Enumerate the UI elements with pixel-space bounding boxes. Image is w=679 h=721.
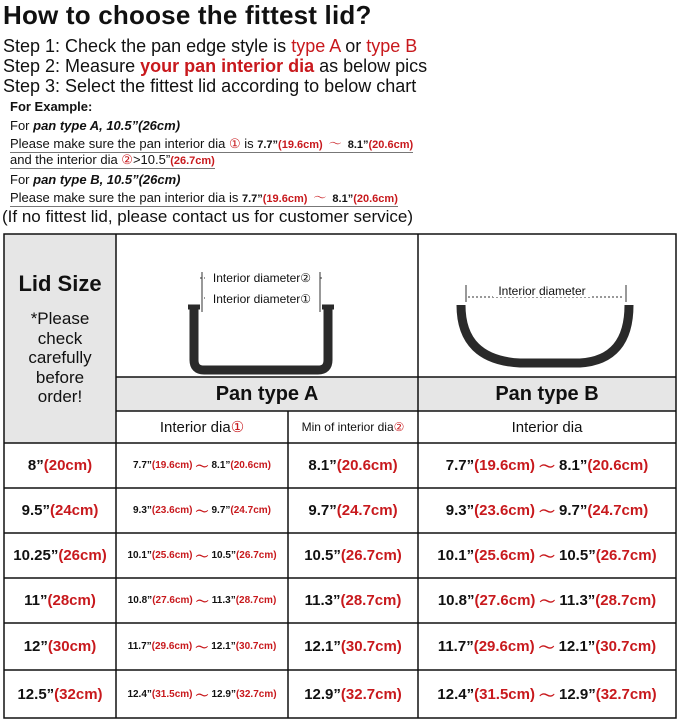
b-v2-cm: (30.7cm) (595, 638, 657, 655)
lid-size-cm: (32cm) (54, 685, 103, 703)
tilde-icon: ～ (195, 640, 209, 655)
lid-size-inch: 12” (23, 638, 48, 655)
lid-size-cell (4, 578, 116, 623)
lid-size-inch: 11” (24, 592, 48, 609)
a1-v1-cm: (29.6cm) (151, 641, 193, 652)
circle-1-icon: ① (230, 419, 245, 436)
tilde-icon: ～ (538, 459, 555, 476)
b-v1: 12.4” (437, 685, 475, 703)
example-b-v1r: (19.6cm) (262, 193, 308, 205)
example-a-line1-pre: Please make sure the pan interior dia (10, 136, 229, 151)
example-heading: For Example: (10, 99, 93, 114)
interior-dia-a-cell (116, 533, 288, 578)
a1-v1: 10.1” (127, 550, 152, 561)
circle-2-icon: ② (121, 152, 133, 167)
a1-v2-cm: (32.7cm) (235, 688, 277, 700)
b-v2: 11.3” (559, 592, 596, 609)
a2-v: 12.1” (304, 638, 341, 655)
lid-size-cm: (28cm) (47, 592, 96, 609)
b-v2-cm: (26.7cm) (595, 547, 657, 564)
tilde-icon: ～ (539, 594, 556, 611)
check-note (4, 309, 116, 407)
a1-v2-cm: (28.7cm) (235, 595, 277, 606)
b-v1-cm: (19.6cm) (474, 457, 535, 474)
b-v2: 12.1” (558, 638, 596, 655)
example-a-v1r: (19.6cm) (278, 139, 323, 151)
step-3: Step 3: Select the fittest lid according to below chart (3, 76, 417, 96)
a2-v: 11.3” (304, 592, 341, 609)
step-2-text: Step 2: Measure (3, 56, 141, 76)
tilde-icon: ～ (538, 640, 555, 657)
step-1-text: Step 1: Check the pan edge style is (3, 36, 292, 56)
min-interior-dia-cell (288, 443, 418, 488)
example-a-v2: 8.1” (347, 139, 369, 151)
tilde-icon: ～ (313, 190, 327, 205)
example-a-line2-pre: and the interior dia (10, 152, 122, 167)
check-note-line: before (35, 367, 85, 387)
tilde-icon: ～ (538, 504, 555, 521)
example-a-gt-r: (26.7cm) (170, 155, 215, 167)
b-v2-cm: (20.6cm) (587, 457, 649, 474)
a2-v: 9.7” (308, 502, 337, 519)
type-b-text: type B (366, 36, 418, 56)
example-a-v2r: (20.6cm) (368, 139, 414, 151)
b-v2-cm: (28.7cm) (595, 592, 657, 609)
lid-size-cell (4, 670, 116, 718)
pan-type-b-header: Pan type B (495, 382, 599, 405)
a1-v2-cm: (26.7cm) (235, 550, 277, 561)
step-1-or: or (340, 36, 367, 56)
step-2-tail: as below pics (314, 56, 428, 76)
b-v2-cm: (32.7cm) (595, 685, 657, 703)
a1-v2-cm: (20.6cm) (230, 460, 271, 471)
lid-size-inch: 9.5” (21, 502, 50, 519)
a1-v2: 8.1” (211, 460, 231, 471)
a2-v-cm: (28.7cm) (340, 592, 402, 609)
example-b-for: For (10, 172, 34, 187)
page-title: How to choose the fittest lid? (3, 0, 372, 30)
a1-v2-cm: (30.7cm) (235, 641, 277, 652)
col-a1-label: Interior dia (159, 418, 231, 436)
b-v1-cm: (29.6cm) (473, 638, 535, 655)
a1-v1-cm: (25.6cm) (151, 550, 193, 561)
min-interior-dia-cell (288, 623, 418, 670)
check-note-line: *Please (30, 309, 90, 328)
a2-v-cm: (20.6cm) (336, 457, 398, 474)
example-b-v2: 8.1” (332, 193, 354, 205)
min-interior-dia-cell (288, 670, 418, 718)
a1-v2: 12.9” (211, 688, 236, 700)
a2-v: 12.9” (304, 685, 341, 703)
a1-v2: 11.3” (211, 595, 236, 606)
interior-dia-b-cell (418, 443, 676, 488)
a1-v1: 11.7” (127, 641, 152, 652)
interior-dia-a-cell (116, 670, 288, 718)
a2-v: 8.1” (308, 457, 337, 474)
col-a1-header (116, 411, 288, 443)
lid-size-cm: (20cm) (43, 457, 93, 474)
a1-v2: 10.5” (211, 550, 236, 561)
b-v1-cm: (31.5cm) (474, 685, 535, 703)
b-v1: 7.7” (445, 457, 475, 474)
a1-v2: 9.7” (211, 505, 231, 516)
example-b-type: pan type B, 10.5”(26cm) (33, 172, 181, 187)
pan-type-a-header: Pan type A (215, 382, 319, 405)
b-v1-cm: (27.6cm) (474, 592, 536, 609)
interior-dia-a-cell (116, 623, 288, 670)
lid-size-inch: 10.25” (13, 547, 59, 564)
example-a-type: pan type A, 10.5”(26cm) (33, 118, 181, 133)
interior-dia-a-cell (116, 443, 288, 488)
pan-type-a-diagram (188, 272, 334, 370)
example-a-for: For (10, 118, 34, 133)
type-a-text: type A (291, 36, 341, 56)
a1-v2-cm: (24.7cm) (230, 505, 271, 516)
interior-dia-b-cell (418, 533, 676, 578)
b-v1: 10.8” (437, 592, 475, 609)
check-note-line: check (37, 328, 83, 348)
lid-size-cell (4, 443, 116, 488)
lid-size-header: Lid Size (18, 271, 102, 296)
a2-v-cm: (24.7cm) (336, 502, 398, 519)
a1-v2: 12.1” (211, 641, 236, 652)
interior-dia-b-cell (418, 623, 676, 670)
tilde-icon: ～ (328, 136, 342, 151)
tilde-icon: ～ (195, 687, 209, 703)
lid-size-cm: (24cm) (50, 502, 99, 519)
step-2-highlight: your pan interior dia (140, 56, 315, 76)
a2-v-cm: (32.7cm) (340, 685, 402, 703)
b-v2: 9.7” (559, 502, 588, 519)
b-v1-cm: (25.6cm) (474, 547, 535, 564)
tilde-icon: ～ (195, 549, 209, 564)
a1-v1: 12.4” (127, 688, 152, 700)
example-a-is: is (240, 136, 258, 151)
b-v1: 10.1” (437, 547, 475, 564)
example-b-v1: 7.7” (241, 193, 263, 205)
example-a-gt: >10.5” (132, 152, 171, 167)
example-b-pre: Please make sure the pan interior dia is (10, 190, 242, 205)
col-b-header: Interior dia (511, 418, 583, 436)
check-note-line: carefully (28, 348, 92, 367)
a1-v1-cm: (23.6cm) (151, 505, 193, 516)
b-v1: 11.7” (437, 638, 474, 655)
a2-v-cm: (30.7cm) (340, 638, 402, 655)
lid-size-cell (4, 623, 116, 670)
a2-v: 10.5” (304, 547, 341, 564)
a2-v-cm: (26.7cm) (340, 547, 402, 564)
b-v1: 9.3” (445, 502, 475, 519)
circle-1-icon: ① (228, 136, 241, 151)
min-interior-dia-cell (288, 578, 418, 623)
contact-note: (If no fittest lid, please contact us for customer service) (2, 207, 413, 226)
diagram-a-label-1: Interior diameter① (205, 292, 319, 306)
b-v2-cm: (24.7cm) (587, 502, 649, 519)
interior-dia-a-cell (116, 488, 288, 533)
check-note-line: order! (37, 387, 83, 406)
a1-v1-cm: (31.5cm) (151, 688, 193, 700)
b-v2: 10.5” (559, 547, 596, 564)
tilde-icon: ～ (195, 504, 209, 519)
diagram-b-label: Interior diameter (493, 284, 591, 297)
b-v1-cm: (23.6cm) (474, 502, 535, 519)
lid-size-cm: (26cm) (58, 547, 107, 564)
interior-dia-a-cell (116, 578, 288, 623)
b-v2: 8.1” (559, 457, 588, 474)
b-v2: 12.9” (559, 685, 596, 703)
tilde-icon: ～ (195, 594, 209, 609)
lid-size-cm: (30cm) (47, 638, 97, 655)
interior-dia-b-cell (418, 488, 676, 533)
tilde-icon: ～ (538, 549, 555, 566)
interior-dia-b-cell (418, 578, 676, 623)
min-interior-dia-cell (288, 533, 418, 578)
lid-size-inch: 12.5” (17, 685, 55, 703)
circle-2-icon: ② (393, 420, 405, 434)
tilde-icon: ～ (195, 459, 209, 474)
tilde-icon: ～ (538, 687, 555, 705)
col-a2-header (288, 411, 418, 443)
lid-size-cell (4, 488, 116, 533)
interior-dia-b-cell (418, 670, 676, 718)
min-interior-dia-cell (288, 488, 418, 533)
lid-size-cell (4, 533, 116, 578)
example-a-v1: 7.7” (257, 139, 279, 151)
a1-v1: 7.7” (133, 460, 152, 471)
a1-v1: 9.3” (133, 505, 152, 516)
a1-v1-cm: (19.6cm) (151, 460, 193, 471)
lid-size-inch: 8” (27, 457, 44, 474)
example-b-v2r: (20.6cm) (353, 193, 398, 205)
diagram-a-label-2: Interior diameter② (205, 271, 319, 285)
col-a2-label: Min of interior dia (301, 420, 394, 434)
a1-v1-cm: (27.6cm) (152, 595, 193, 606)
a1-v1: 10.8” (127, 595, 153, 606)
